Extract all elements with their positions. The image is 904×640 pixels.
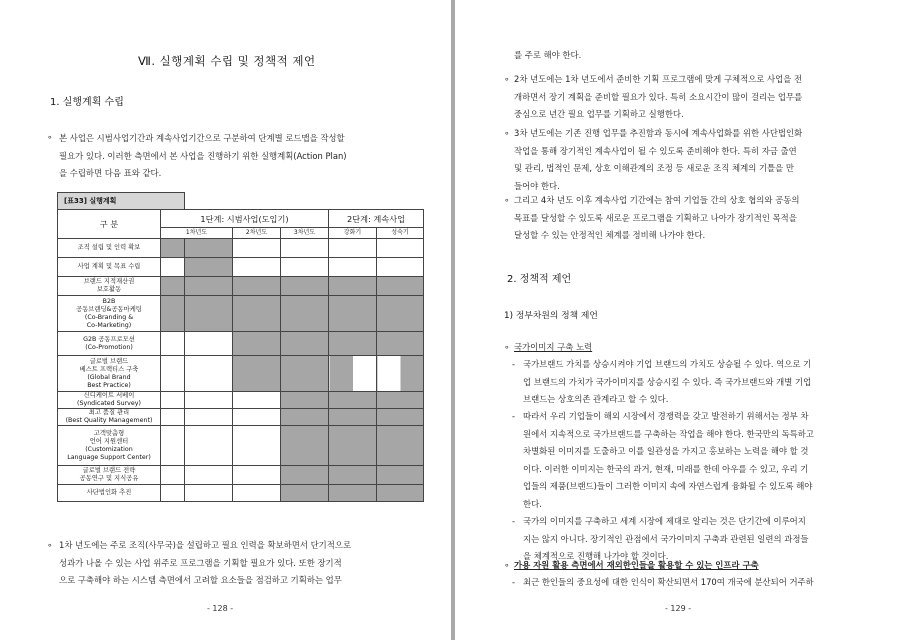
row-label: 신디케이트 서베이 (Syndicated Survey) (58, 392, 161, 409)
item-paragraph (523, 356, 811, 409)
bullet-title-overseas-koreans: 가용 자원 활용 측면에서 재외한인들을 활용할 수 있는 인프라 구축 (514, 560, 759, 570)
row-label: 사업 계획 및 목표 수립 (58, 258, 161, 277)
phase2-header: 2단계: 계속사업 (329, 210, 424, 228)
table-row (58, 296, 424, 332)
row-label: 고객맞춤형 언어 지원센터 (Customization Language Support Center) (58, 426, 161, 466)
body-line: 업들의 제품(브랜드)들이 그러한 이미지 속에 자연스럽게 융화될 수 있도록 해야 (523, 481, 813, 491)
body-line: 지는 않지 아니다. 장기적인 관점에서 국가이미지 구축과 관련된 일련의 과정들 (523, 533, 809, 544)
intro-paragraph (59, 130, 347, 183)
page-number: - 128 - (207, 604, 234, 613)
body-line: 그리고 4차 년도 이후 계속사업 기간에는 참여 기업들 간의 상호 협의와 공동의 (514, 195, 800, 205)
section-title: 2. 정책적 제언 (507, 274, 572, 285)
body-line: 성과가 나올 수 있는 사업 위주로 프로그램을 기획할 필요가 있다. 또한 장기적 (59, 557, 342, 568)
dash-icon: - (512, 359, 516, 369)
table-row (58, 466, 424, 485)
table-row (58, 409, 424, 426)
body-line: 들어야 한다. (514, 180, 560, 191)
subsection-title: 1) 정부차원의 정책 제언 (504, 311, 598, 321)
body-line: 으로 구축해야 하는 시스템 측면에서 고려할 요소들을 점검하고 기획하는 업무 (59, 575, 342, 585)
table-caption: [표33] 실행계획 (58, 193, 185, 210)
year-header: 강화기 (329, 228, 377, 239)
paragraph-year3 (514, 125, 802, 195)
body-line: 따라서 우리 기업들이 해외 시장에서 경쟁력을 갖고 발전하기 위해서는 정부 차 (523, 411, 809, 421)
table-row (58, 258, 424, 277)
body-line: 및 관리, 법적인 문제, 상호 이해관계의 조정 등 새로운 조직 체계의 기틀을 만 (514, 163, 794, 173)
row-label: 글로벌 브랜드 베스트 프랙티스 구축 (Global Brand Best Practice) (58, 356, 161, 392)
row-label: 최고 품질 관리 (Best Quality Management) (58, 409, 161, 426)
row-label: 사단법인화 추진 (58, 485, 161, 502)
body-line: 목표를 달성할 수 있도록 새로운 프로그램을 기획하고 나아가 장기적인 목적을 (514, 212, 797, 223)
body-line: 3차 년도에는 기존 진행 업무를 추진함과 동시에 계속사업화를 위한 사단법인화 (514, 128, 803, 138)
intro-line: 을 수립하면 다음 표와 같다. (59, 168, 162, 178)
page-number: - 129 - (665, 604, 692, 613)
year-header: 3차년도 (281, 228, 329, 239)
left-page (0, 0, 451, 640)
chapter-title: Ⅶ. 실행계획 수립 및 정책적 제언 (138, 54, 316, 68)
intro-line: 필요가 있다. 이러한 측면에서 본 사업을 진행하기 위한 실행계획(Action Plan) (59, 150, 347, 161)
bullet-icon: ∘ (504, 196, 510, 206)
item-paragraph (523, 408, 814, 513)
body-line: 브랜드는 상호의존 관계라고 할 수 있다. (523, 394, 669, 404)
body-line: 최근 한인들의 중요성에 대한 인식이 확산되면서 170여 개국에 분산되어 거주하 (523, 577, 814, 587)
body-line: 2차 년도에는 1차 년도에서 준비한 기획 프로그램에 맞게 구체적으로 사업을 전 (514, 74, 803, 84)
body-line: 1차 년도에는 주로 조직(사무국)을 설립하고 필요 인력을 확보하면서 단기적으로 (59, 540, 352, 550)
body-line: 원에서 지속적으로 국가브랜드를 구축하는 작업을 해야 한다. 한국만의 독특하고 (523, 428, 814, 439)
body-line: 중심으로 년간 필요 업무를 기획하고 실행한다. (514, 109, 684, 119)
year-header: 성숙기 (377, 228, 424, 239)
bullet-icon: ∘ (47, 133, 53, 143)
after-table-paragraph (59, 537, 351, 590)
bullet-icon: ∘ (504, 561, 510, 571)
phase1-header: 1단계: 시범사업(도입기) (161, 210, 329, 228)
table-row (58, 426, 424, 466)
body-line: 개하면서 장기 계획을 준비할 필요가 있다. 특히 소요시간이 많이 걸리는 업무를 (514, 91, 803, 102)
body-line: 국가브랜드 가치를 상승시켜야 기업 브랜드의 가치도 상승될 수 있다. 역으로 기 (523, 359, 812, 369)
row-label: 글로벌 브랜드 전략 공동연구 및 지식공유 (58, 466, 161, 485)
bullet-icon: ∘ (47, 541, 53, 551)
paragraph-year4 (514, 192, 799, 245)
body-line: 달성할 수 있는 안정적인 체계를 정비해 나가야 한다. (514, 230, 706, 240)
table-row (58, 485, 424, 502)
bullet-icon: ∘ (504, 129, 510, 139)
row-label: B2B 공동브랜딩&공동마케팅 (Co-Branding & Co-Marketing) (58, 296, 161, 332)
body-line: 을 체계적으로 진행해 나가야 할 것이다. (523, 551, 669, 561)
dash-icon: - (512, 516, 516, 526)
right-page (455, 0, 904, 640)
dash-icon: - (512, 411, 516, 421)
bullet-title-national-image: 국가이미지 구축 노력 (514, 342, 593, 352)
body-line: 작업을 통해 장기적인 계속사업이 될 수 있도록 준비해야 한다. 특히 자금 출연 (514, 145, 797, 156)
body-line: 한다. (523, 498, 542, 509)
intro-line: 본 사업은 시범사업기간과 계속사업기간으로 구분하여 단계별 로드맵을 작성할 (59, 133, 345, 143)
action-plan-table (57, 192, 424, 502)
bullet-icon: ∘ (504, 343, 510, 353)
continued-line: 를 주로 해야 한다. (514, 50, 582, 60)
table-row (58, 277, 424, 296)
table-corner-header: 구 분 (58, 210, 161, 239)
row-label: G2B 공동프로모션 (Co-Promotion) (58, 332, 161, 356)
dash-icon: - (512, 577, 516, 587)
table-row (58, 392, 424, 409)
row-label: 조직 설립 및 인력 확보 (58, 239, 161, 258)
row-label: 브랜드 지적재산권 보호활동 (58, 277, 161, 296)
year-header: 2차년도 (233, 228, 281, 239)
section-title: 1. 실행계획 수립 (50, 97, 124, 108)
paragraph-year2 (514, 71, 802, 124)
year-header: 1차년도 (161, 228, 233, 239)
table-row (58, 332, 424, 356)
table-row (58, 239, 424, 258)
table-row (58, 356, 424, 392)
body-line: 국가의 이미지를 구축하고 세계 시장에 제대로 알리는 것은 단기간에 이루어지 (523, 516, 806, 526)
body-line: 차별화된 이미지를 도출하고 이를 일관성을 가지고 홍보하는 노력을 해야 할 것 (523, 446, 809, 456)
body-line: 이다. 이러한 이미지는 한국의 과거, 현재, 미래를 한데 아우를 수 있고, 우리 기 (523, 463, 809, 474)
bullet-icon: ∘ (504, 75, 510, 85)
body-line: 업 브랜드의 가치가 국가이미지를 상승시킬 수 있다. 즉 국가브랜드와 개별 기업 (523, 376, 812, 387)
